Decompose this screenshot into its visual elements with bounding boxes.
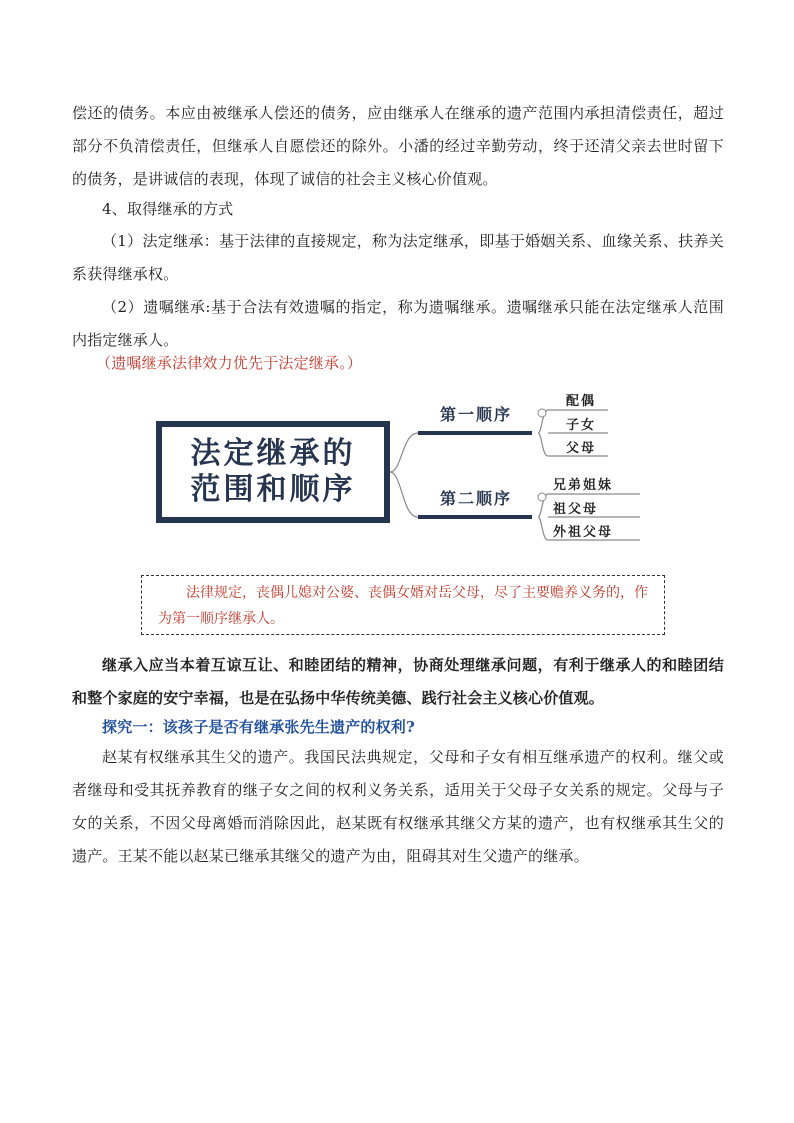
legal-note-box: [141, 575, 665, 635]
first-order-member: 配偶: [566, 394, 597, 409]
diagram-title-line2: 范围和顺序: [190, 472, 356, 507]
second-order-member: 兄弟姐妹: [553, 478, 614, 493]
legal-note-text: 法律规定，丧偶儿媳对公婆、丧偶女婿对岳父母，尽了主要赡养义务的，作为第一顺序继承人。: [158, 585, 648, 627]
first-order-member: 子女: [566, 418, 597, 433]
first-order-label: 第一顺序: [440, 405, 513, 424]
inheritance-order-diagram: [150, 385, 650, 553]
item-statutory-inheritance: （1）法定继承：基于法律的直接规定，称为法定继承，即基于婚姻关系、血缘关系、扶养关系获得继承权。: [72, 232, 724, 283]
item-testamentary-inheritance: （2）遗嘱继承:基于合法有效遗嘱的指定，称为遗嘱继承。遗嘱继承只能在法定继承人范围内指定继承人。: [72, 298, 724, 349]
node-circle-icon: [538, 493, 546, 501]
first-order-member: 父母: [566, 441, 597, 456]
second-order-member: 祖父母: [553, 502, 599, 517]
diagram-title-box: [156, 421, 390, 523]
note-will-priority: （遗嘱继承法律效力优先于法定继承。）: [96, 354, 363, 372]
second-order-member: 外祖父母: [553, 525, 614, 540]
node-circle-icon: [538, 409, 546, 417]
second-order-label: 第二顺序: [440, 489, 513, 508]
summary-paragraph: 继承入应当本着互谅互让、和睦团结的精神，协商处理继承问题，有利于继承人的和睦团结和整个家庭的安宁幸福，也是在弘扬中华传统美德、践行社会主义核心价值观。: [72, 656, 724, 707]
heading-inheritance-methods: 4、取得继承的方式: [102, 200, 234, 218]
explore-question: 探究一：该孩子是否有继承张先生遗产的权利?: [102, 718, 415, 736]
answer-paragraph: 赵某有权继承其生父的遗产。我国民法典规定，父母和子女有相互继承遗产的权利。继父或者继母和受其抚养教育的继子女之间的权利义务关系，适用关于父母子女关系的规定。父母与子女的关系，不因父母离婚而消除因此，赵某既有权继承其继父方某的遗产，也有权继承其生父的遗产。王某不能以赵某已继承其继父的遗产为由，阻碍其对生父遗产的继承。: [72, 748, 724, 865]
paragraph-debt: 偿还的债务。本应由被继承人偿还的债务，应由继承人在继承的遗产范围内承担清偿责任，超过部分不负清偿责任，但继承人自愿偿还的除外。小潘的经过辛勤劳动，终于还清父亲去世时留下的债务，是讲诚信的表现，体现了诚信的社会主义核心价值观。: [72, 104, 724, 188]
diagram-title-line1: 法定继承的: [190, 436, 356, 471]
